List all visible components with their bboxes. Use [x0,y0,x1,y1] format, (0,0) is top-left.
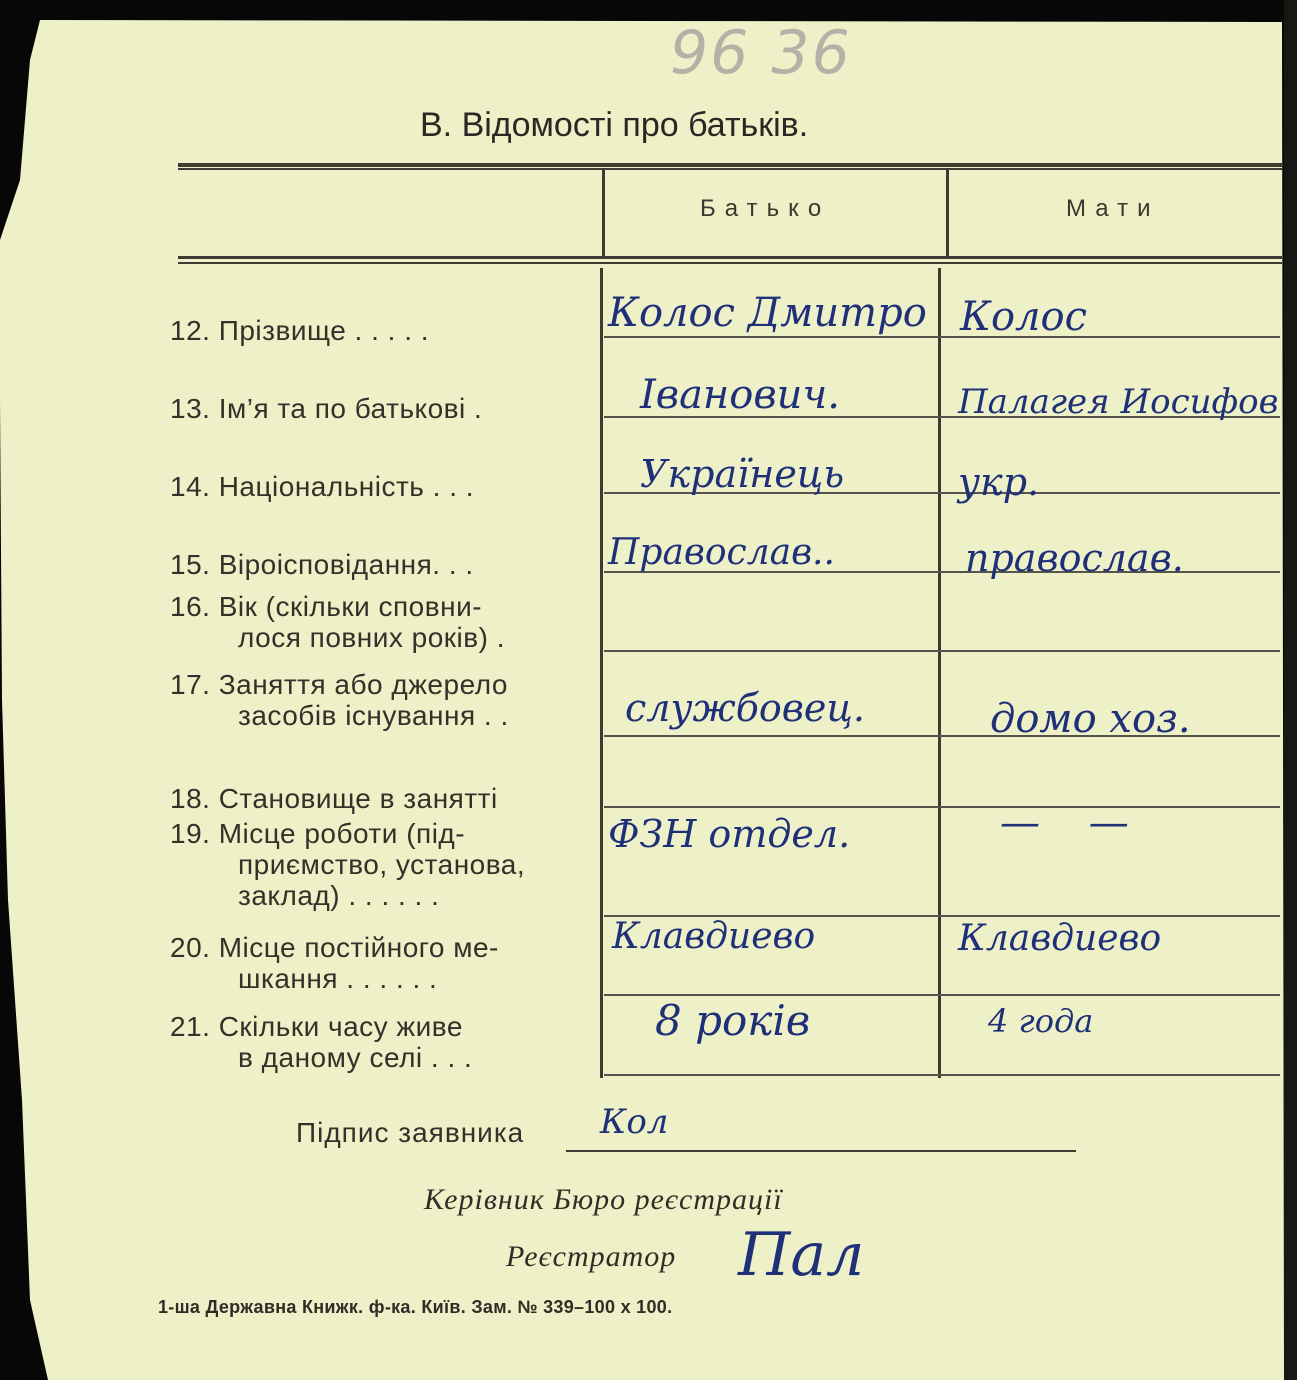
column-header-father: Батько [700,195,831,222]
label-first-name: 13. Ім’я та по батькові . [170,393,483,424]
applicant-signature: Кол [600,1102,669,1142]
father-residence: Клавдиево [612,916,816,957]
mother-religion: православ. [965,536,1184,580]
registrar-signature: Пал [738,1220,865,1290]
header-rule-thin [178,262,1282,264]
father-nationality: Українець [640,452,845,496]
printer-imprint: 1-ша Державна Книжк. ф-ка. Київ. Зам. № 339–100 х 100. [158,1297,673,1317]
mother-years: 4 года [988,1002,1094,1040]
applicant-signature-label: Підпис заявника [296,1117,525,1148]
header-rule [178,256,1282,259]
top-rule [178,163,1282,167]
father-name: Іванович. [640,372,840,418]
mother-name: Палагея Иосифов [958,382,1279,422]
top-rule-thin [178,168,1282,170]
row-line [604,336,1280,338]
label-religion: 15. Віроісповідання. . . [170,549,474,580]
row-line [604,650,1280,652]
mother-surname: Колос [960,294,1087,340]
label-nationality: 14. Національність . . . [170,471,475,502]
father-occupation: службовец. [625,686,865,730]
column-divider [600,268,603,1078]
column-header-mother: Мати [1066,195,1160,222]
label-years-in-village: 21. Скільки часу живе в даному селі . . . [170,1011,473,1073]
father-years: 8 років [655,996,811,1045]
row-line [604,1074,1280,1076]
label-workplace: 19. Місце роботи (під- приємство, установа, заклад) . . . . . . [170,818,526,911]
label-position: 18. Становище в занятті [170,783,498,814]
next-page-edge [1284,0,1297,1380]
father-workplace: ФЗН отдел. [608,812,851,856]
father-surname: Колос Дмитро [608,290,927,336]
bureau-head-label: Керівник Бюро реєстрації [424,1183,783,1216]
section-title: В. Відомості про батьків. [420,106,809,144]
registrar-label: Реєстратор [506,1240,677,1273]
label-residence: 20. Місце постійного ме- шкання . . . . . . [170,932,499,994]
row-line [604,806,1280,808]
label-surname: 12. Прізвище . . . . . [170,315,430,346]
mother-occupation: домо хоз. [990,696,1191,742]
archive-number: 96 36 [670,18,852,88]
mother-workplace: — — [1000,800,1147,846]
father-religion: Православ.. [608,532,835,573]
mother-nationality: укр. [958,460,1040,504]
column-divider [602,170,605,258]
mother-residence: Клавдиево [958,918,1162,959]
label-occupation: 17. Заняття або джерело засобів існування . . [170,669,509,731]
signature-line [566,1150,1076,1152]
column-divider [946,170,949,258]
label-age: 16. Вік (скільки сповни- лося повних років) . [170,591,506,653]
column-divider [938,268,941,1078]
